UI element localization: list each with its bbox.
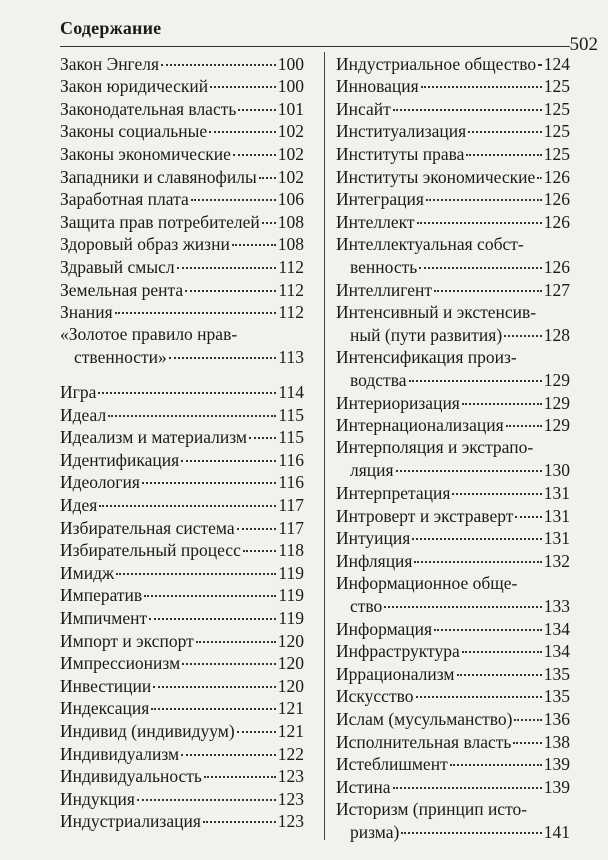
toc-entry-term: Институты экономические xyxy=(336,166,536,187)
toc-entry-term-first-line: Историзм (принцип исто- xyxy=(336,798,528,819)
toc-entry-term: ляция xyxy=(350,460,394,481)
dot-leader xyxy=(191,199,276,201)
toc-entry-term: Инсайт xyxy=(336,98,391,119)
toc-entry-term: Земельная рента xyxy=(60,279,184,300)
toc-entry xyxy=(336,707,570,730)
toc-entry-term: Законы экономические xyxy=(60,143,231,164)
toc-entry-page: 132 xyxy=(543,550,570,571)
dot-leader xyxy=(177,267,277,269)
toc-entry xyxy=(60,765,304,788)
dot-leader xyxy=(238,109,275,111)
toc-entry-term: Идея xyxy=(60,494,98,515)
toc-entry-page: 131 xyxy=(543,528,570,549)
dot-leader xyxy=(233,154,276,156)
toc-entry-page: 119 xyxy=(278,607,304,628)
toc-entry-term: Западники и славянофилы xyxy=(60,166,257,187)
toc-entry-term: венность xyxy=(350,256,418,277)
toc-entry-term: Защита прав потребителей xyxy=(60,211,260,232)
toc-entry-term: Идентификация xyxy=(60,449,180,470)
toc-entry xyxy=(60,719,304,742)
toc-entry xyxy=(60,516,304,539)
toc-entry-term: Инфляция xyxy=(336,550,413,571)
dot-leader xyxy=(243,550,277,552)
toc-entry-term: Здравый смысл xyxy=(60,256,175,277)
toc-entry xyxy=(336,504,570,527)
dot-leader xyxy=(401,832,541,834)
toc-entry-page: 108 xyxy=(277,234,304,255)
toc-entry xyxy=(60,120,304,143)
dot-leader xyxy=(434,629,542,631)
dot-leader xyxy=(185,290,276,292)
toc-entry xyxy=(336,775,570,798)
toc-entry-page: 125 xyxy=(543,76,570,97)
toc-entry-term-first-line: Интеллектуальная собст- xyxy=(336,233,524,254)
toc-entry-term: Избирательный процесс xyxy=(60,540,241,561)
toc-entry xyxy=(60,75,304,98)
toc-entry-page: 114 xyxy=(278,381,304,402)
toc-entry-page: 131 xyxy=(543,482,570,503)
page-number: 502 xyxy=(569,34,598,55)
dot-leader xyxy=(232,244,276,246)
toc-entry-term: Закон Энгеля xyxy=(60,53,160,74)
toc-entry-term: Импорт и экспорт xyxy=(60,630,194,651)
toc-entry xyxy=(60,584,304,607)
toc-entry xyxy=(60,380,304,403)
dot-leader xyxy=(515,516,541,518)
toc-entry xyxy=(60,97,304,120)
toc-entry-page: 119 xyxy=(278,562,304,583)
toc-entry-page: 121 xyxy=(277,720,304,741)
toc-entry xyxy=(60,403,304,426)
toc-entry-page: 112 xyxy=(278,302,304,323)
toc-entry-page: 113 xyxy=(278,347,304,368)
toc-entry xyxy=(60,448,304,471)
toc-entry xyxy=(336,233,570,278)
toc-entry-page: 100 xyxy=(277,53,304,74)
toc-entry-term: ственности» xyxy=(74,347,167,368)
toc-entry-term: ство xyxy=(350,595,383,616)
dot-leader xyxy=(506,425,542,427)
dot-leader xyxy=(204,776,276,778)
toc-entry xyxy=(60,674,304,697)
dot-leader xyxy=(450,764,542,766)
toc-entry xyxy=(60,188,304,211)
toc-entry xyxy=(60,810,304,833)
dot-leader xyxy=(417,222,542,224)
toc-entry xyxy=(60,278,304,301)
dot-leader xyxy=(457,674,542,676)
toc-entry-page: 120 xyxy=(277,653,304,674)
dot-leader xyxy=(144,595,276,597)
dot-leader xyxy=(203,821,276,823)
toc-entry xyxy=(336,52,570,75)
toc-entry-page: 102 xyxy=(277,143,304,164)
toc-entry-term: Исполнительная власть xyxy=(336,731,512,752)
toc-entry-term: Закон юридический xyxy=(60,76,209,97)
dot-leader xyxy=(115,312,277,314)
toc-entry xyxy=(60,426,304,449)
toc-entry xyxy=(60,652,304,675)
dot-leader xyxy=(421,86,542,88)
page-header xyxy=(60,18,598,55)
toc-entry xyxy=(60,539,304,562)
toc-entry-term: Законы социальные xyxy=(60,121,208,142)
toc-entry-term: Иррационализм xyxy=(336,663,455,684)
toc-entry-term: Интроверт и экстраверт xyxy=(336,505,514,526)
dot-leader xyxy=(249,437,276,439)
column-divider xyxy=(324,52,325,840)
toc-entry-page: 123 xyxy=(277,811,304,832)
dot-leader xyxy=(396,470,542,472)
toc-entry-page: 115 xyxy=(278,427,304,448)
dot-leader xyxy=(196,641,276,643)
dot-leader xyxy=(393,787,542,789)
toc-entry-page: 116 xyxy=(278,472,304,493)
toc-entry-term: Индивид (индивидуум) xyxy=(60,720,235,741)
toc-entry xyxy=(336,798,570,843)
toc-entry-term-first-line: «Золотое правило нрав- xyxy=(60,324,238,345)
toc-entry-page: 139 xyxy=(543,754,570,775)
toc-entry-term: Идеал xyxy=(60,404,107,425)
dot-leader xyxy=(98,392,276,394)
toc-entry xyxy=(336,436,570,481)
toc-entry-term: Идеализм и материализм xyxy=(60,427,247,448)
toc-entry-page: 123 xyxy=(277,788,304,809)
toc-entry xyxy=(336,391,570,414)
toc-entry-page: 126 xyxy=(543,189,570,210)
toc-entry-term: Заработная плата xyxy=(60,189,189,210)
toc-entry-term: Импрессионизм xyxy=(60,653,181,674)
dot-leader xyxy=(384,606,541,608)
dot-leader xyxy=(419,267,542,269)
toc-entry xyxy=(336,278,570,301)
toc-entry xyxy=(336,188,570,211)
toc-entry-term: Информация xyxy=(336,618,433,639)
dot-leader xyxy=(209,131,276,133)
toc-entry-page: 115 xyxy=(278,404,304,425)
toc-entry xyxy=(336,753,570,776)
toc-entry-page: 133 xyxy=(543,595,570,616)
dot-leader xyxy=(181,754,276,756)
toc-entry-term: Индивидуальность xyxy=(60,766,202,787)
dot-leader xyxy=(137,799,276,801)
toc-entry-page: 141 xyxy=(543,821,570,842)
toc-entry-term: Индукция xyxy=(60,788,135,809)
toc-entry-page: 118 xyxy=(278,540,304,561)
toc-entry-page: 106 xyxy=(277,189,304,210)
dot-leader xyxy=(182,663,276,665)
toc-entry xyxy=(60,165,304,188)
toc-entry-page: 129 xyxy=(543,392,570,413)
dot-leader xyxy=(116,573,276,575)
dot-leader xyxy=(462,403,542,405)
dot-leader xyxy=(537,177,542,179)
toc-entry-term: Законодательная власть xyxy=(60,98,237,119)
toc-entry xyxy=(60,493,304,516)
toc-entry xyxy=(60,606,304,629)
toc-entry-page: 139 xyxy=(543,776,570,797)
toc-entry xyxy=(336,685,570,708)
toc-entry xyxy=(336,346,570,391)
toc-entry-term: Ислам (мусульманство) xyxy=(336,708,513,729)
toc-entry-term: водства xyxy=(350,369,407,390)
toc-entry-page: 116 xyxy=(278,449,304,470)
dot-leader xyxy=(468,131,542,133)
header-rule xyxy=(60,46,570,47)
dot-leader xyxy=(412,538,541,540)
toc-entry-page: 127 xyxy=(543,279,570,300)
toc-entry xyxy=(336,527,570,550)
toc-entry-term: Имидж xyxy=(60,562,115,583)
dot-leader xyxy=(462,651,542,653)
dot-leader xyxy=(514,719,541,721)
toc-entry xyxy=(336,662,570,685)
dot-leader xyxy=(409,380,542,382)
toc-entry-page: 112 xyxy=(278,279,304,300)
dot-leader xyxy=(169,357,277,359)
toc-entry xyxy=(336,165,570,188)
toc-entry xyxy=(60,629,304,652)
toc-entry-term: Интерпретация xyxy=(336,482,451,503)
toc-entry xyxy=(60,323,304,368)
toc-entry-page: 102 xyxy=(277,166,304,187)
dot-leader xyxy=(108,415,276,417)
toc-entry-page: 100 xyxy=(277,76,304,97)
toc-entry-page: 129 xyxy=(543,369,570,390)
toc-entry-page: 121 xyxy=(277,698,304,719)
toc-entry-page: 112 xyxy=(278,256,304,277)
toc-entry-page: 126 xyxy=(543,166,570,187)
toc-entry-term: Игра xyxy=(60,381,97,402)
dot-leader xyxy=(142,482,276,484)
dot-leader xyxy=(237,528,277,530)
toc-entry xyxy=(336,572,570,617)
toc-entry-page: 123 xyxy=(277,766,304,787)
toc-entry-page: 130 xyxy=(543,460,570,481)
toc-entry-term: Институализация xyxy=(336,121,467,142)
toc-entry-page: 129 xyxy=(543,415,570,436)
toc-entry-term: Императив xyxy=(60,585,143,606)
dot-leader xyxy=(434,290,542,292)
toc-entry-page: 126 xyxy=(543,211,570,232)
dot-leader xyxy=(237,731,276,733)
dot-leader xyxy=(414,561,541,563)
toc-entry xyxy=(60,561,304,584)
toc-entry-term: Интериоризация xyxy=(336,392,460,413)
dot-leader xyxy=(153,686,276,688)
toc-entry-page: 122 xyxy=(277,743,304,764)
toc-entry-page: 131 xyxy=(543,505,570,526)
toc-entry-term-first-line: Интенсивный и экстенсив- xyxy=(336,301,537,322)
dot-leader xyxy=(513,742,541,744)
toc-entry-page: 108 xyxy=(277,211,304,232)
toc-entry-page: 125 xyxy=(543,143,570,164)
toc-entry xyxy=(336,730,570,753)
dot-leader xyxy=(504,335,542,337)
toc-entry-term: Институты права xyxy=(336,143,465,164)
toc-entry xyxy=(336,97,570,120)
toc-entry-page: 125 xyxy=(543,121,570,142)
toc-entry xyxy=(60,471,304,494)
toc-entry-term: Идеология xyxy=(60,472,140,493)
dot-leader xyxy=(393,109,542,111)
toc-entry-term: Интеграция xyxy=(336,189,424,210)
toc-entry-page: 117 xyxy=(278,517,304,538)
toc-entry-page: 134 xyxy=(543,641,570,662)
toc-entry-page: 120 xyxy=(277,675,304,696)
toc-entry xyxy=(336,301,570,346)
toc-entry-term: Инвестиции xyxy=(60,675,152,696)
toc-entry xyxy=(60,255,304,278)
toc-entry-page: 120 xyxy=(277,630,304,651)
dot-leader xyxy=(259,177,276,179)
toc-entry xyxy=(60,210,304,233)
toc-entry-term-first-line: Информационное обще- xyxy=(336,572,518,593)
toc-entry-term: Инфраструктура xyxy=(336,641,460,662)
toc-entry xyxy=(336,640,570,663)
toc-entry xyxy=(336,142,570,165)
dot-leader xyxy=(210,86,276,88)
toc-entry xyxy=(336,414,570,437)
dot-leader xyxy=(99,505,276,507)
toc-entry-term: Индивидуализм xyxy=(60,743,180,764)
dot-leader xyxy=(181,460,276,462)
toc-entry-page: 126 xyxy=(543,256,570,277)
toc-entry-page: 117 xyxy=(278,494,304,515)
toc-entry xyxy=(60,52,304,75)
dot-leader xyxy=(161,64,276,66)
toc-entry xyxy=(336,120,570,143)
toc-entry xyxy=(60,142,304,165)
toc-entry-page: 125 xyxy=(543,98,570,119)
toc-entry xyxy=(60,233,304,256)
toc-entry-term: Истина xyxy=(336,776,391,797)
toc-entry xyxy=(336,481,570,504)
toc-entry-term: Искусство xyxy=(336,686,414,707)
dot-leader xyxy=(426,199,542,201)
dot-leader xyxy=(466,154,541,156)
toc-entry-term: Интеллигент xyxy=(336,279,432,300)
toc-entry-term-first-line: Интенсификация произ- xyxy=(336,346,517,367)
toc-entry xyxy=(60,301,304,324)
toc-entry-term: Знания xyxy=(60,302,113,323)
toc-entry-page: 135 xyxy=(543,686,570,707)
toc-entry-page: 101 xyxy=(277,98,304,119)
toc-entry-term: Инновация xyxy=(336,76,419,97)
toc-entry xyxy=(60,742,304,765)
toc-entry-page: 136 xyxy=(543,708,570,729)
toc-entry-page: 134 xyxy=(543,618,570,639)
dot-leader xyxy=(151,708,275,710)
toc-entry-page: 124 xyxy=(543,53,570,74)
dot-leader xyxy=(416,696,542,698)
toc-entry xyxy=(60,787,304,810)
dot-leader xyxy=(262,222,276,224)
toc-entry-term: Избирательная система xyxy=(60,517,235,538)
toc-entry-term: ный (пути развития) xyxy=(350,324,503,345)
page-title: Содержание xyxy=(60,18,162,38)
toc-entry-term: Индустриальное общество xyxy=(336,53,537,74)
toc-entry xyxy=(336,617,570,640)
dot-leader xyxy=(149,618,276,620)
dot-leader xyxy=(452,493,541,495)
toc-entry xyxy=(336,75,570,98)
toc-entry-term-first-line: Интерполяция и экстрапо- xyxy=(336,437,534,458)
toc-entry-term: Интеллект xyxy=(336,211,415,232)
toc-entry xyxy=(60,697,304,720)
toc-entry-page: 102 xyxy=(277,121,304,142)
toc-entry-term: Истеблишмент xyxy=(336,754,448,775)
toc-entry-page: 138 xyxy=(543,731,570,752)
dot-leader xyxy=(538,64,542,66)
toc-entry-term: Интернационализация xyxy=(336,415,504,436)
toc-entry-page: 128 xyxy=(543,324,570,345)
toc-entry xyxy=(336,210,570,233)
toc-entry-page: 119 xyxy=(278,585,304,606)
toc-entry-term: Импичмент xyxy=(60,607,148,628)
toc-entry-page: 135 xyxy=(543,663,570,684)
toc-entry-term: ризма) xyxy=(350,821,400,842)
toc-entry-term: Здоровый образ жизни xyxy=(60,234,230,255)
toc-entry-term: Индустриализация xyxy=(60,811,201,832)
toc-entry xyxy=(336,549,570,572)
toc-entry-term: Интуиция xyxy=(336,528,411,549)
toc-entry-term: Индексация xyxy=(60,698,150,719)
